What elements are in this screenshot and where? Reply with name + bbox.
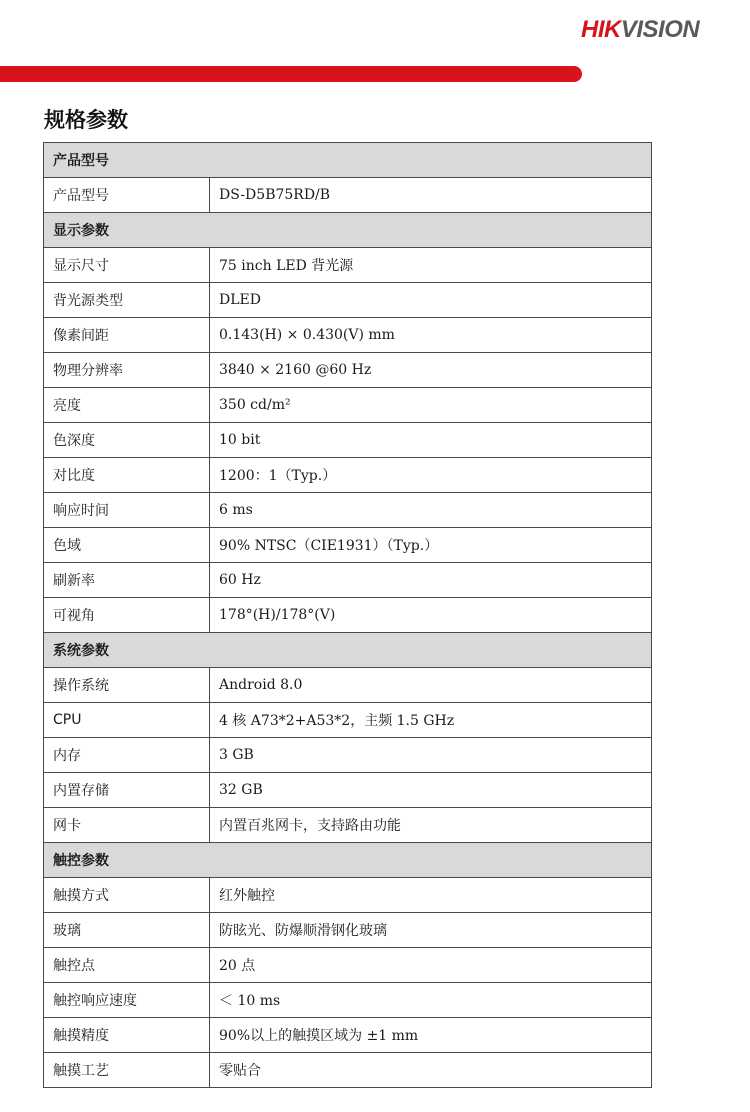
spec-row (44, 598, 652, 633)
spec-row (44, 773, 652, 808)
spec-row (44, 178, 652, 213)
spec-value: 350 cd/m² (210, 388, 652, 423)
spec-label: 对比度 (44, 458, 210, 493)
spec-value: 红外触控 (210, 878, 652, 913)
spec-value: 90%以上的触摸区域为 ±1 mm (210, 1018, 652, 1053)
spec-row (44, 318, 652, 353)
spec-label: 可视角 (44, 598, 210, 633)
section-header-row (44, 213, 652, 248)
spec-label: 内置存储 (44, 773, 210, 808)
spec-label: CPU (44, 703, 210, 738)
spec-label: 触摸精度 (44, 1018, 210, 1053)
spec-row (44, 423, 652, 458)
spec-value: Android 8.0 (210, 668, 652, 703)
spec-value: 3 GB (210, 738, 652, 773)
spec-label: 触摸方式 (44, 878, 210, 913)
spec-value: 10 bit (210, 423, 652, 458)
section-header-label: 产品型号 (44, 143, 652, 178)
header-red-bar (0, 66, 582, 82)
spec-row (44, 248, 652, 283)
spec-row (44, 493, 652, 528)
spec-label: 触摸工艺 (44, 1053, 210, 1088)
spec-value: 75 inch LED 背光源 (210, 248, 652, 283)
spec-label: 像素间距 (44, 318, 210, 353)
spec-label: 触控点 (44, 948, 210, 983)
spec-label: 亮度 (44, 388, 210, 423)
spec-row (44, 528, 652, 563)
spec-value: 6 ms (210, 493, 652, 528)
section-header-row (44, 633, 652, 668)
spec-label: 产品型号 (44, 178, 210, 213)
spec-row (44, 388, 652, 423)
spec-value: 178°(H)/178°(V) (210, 598, 652, 633)
spec-row (44, 458, 652, 493)
spec-value: 0.143(H) × 0.430(V) mm (210, 318, 652, 353)
spec-row (44, 948, 652, 983)
spec-value: 防眩光、防爆顺滑钢化玻璃 (210, 913, 652, 948)
logo-vision-text: VISION (620, 16, 700, 43)
spec-row (44, 878, 652, 913)
spec-value: DLED (210, 283, 652, 318)
logo-hik-text: HIK (581, 16, 621, 43)
spec-row (44, 808, 652, 843)
spec-label: 背光源类型 (44, 283, 210, 318)
spec-value: 90% NTSC（CIE1931）（Typ.） (210, 528, 652, 563)
spec-row (44, 353, 652, 388)
spec-label: 物理分辨率 (44, 353, 210, 388)
spec-row (44, 913, 652, 948)
section-header-row (44, 143, 652, 178)
spec-value: 零贴合 (210, 1053, 652, 1088)
spec-row (44, 703, 652, 738)
spec-value: 1200：1（Typ.） (210, 458, 652, 493)
spec-label: 操作系统 (44, 668, 210, 703)
spec-value: DS-D5B75RD/B (210, 178, 652, 213)
spec-row (44, 1018, 652, 1053)
spec-row (44, 738, 652, 773)
spec-value: 内置百兆网卡，支持路由功能 (210, 808, 652, 843)
spec-value: 3840 × 2160 @60 Hz (210, 353, 652, 388)
spec-row (44, 1053, 652, 1088)
spec-table-body (44, 143, 652, 1088)
spec-label: 内存 (44, 738, 210, 773)
spec-label: 显示尺寸 (44, 248, 210, 283)
spec-row (44, 983, 652, 1018)
section-header-label: 系统参数 (44, 633, 652, 668)
section-header-row (44, 843, 652, 878)
spec-row (44, 668, 652, 703)
spec-value: 4 核 A73*2+A53*2，主频 1.5 GHz (210, 703, 652, 738)
section-header-label: 触控参数 (44, 843, 652, 878)
page-title: 规格参数 (44, 108, 128, 132)
spec-row (44, 283, 652, 318)
spec-label: 玻璃 (44, 913, 210, 948)
spec-label: 网卡 (44, 808, 210, 843)
spec-label: 触控响应速度 (44, 983, 210, 1018)
spec-label: 刷新率 (44, 563, 210, 598)
spec-label: 响应时间 (44, 493, 210, 528)
spec-value: ＜ 10 ms (210, 983, 652, 1018)
spec-label: 色深度 (44, 423, 210, 458)
spec-table (43, 142, 652, 1088)
spec-label: 色域 (44, 528, 210, 563)
spec-value: 20 点 (210, 948, 652, 983)
section-header-label: 显示参数 (44, 213, 652, 248)
hikvision-logo (581, 16, 699, 44)
spec-value: 60 Hz (210, 563, 652, 598)
spec-row (44, 563, 652, 598)
spec-value: 32 GB (210, 773, 652, 808)
